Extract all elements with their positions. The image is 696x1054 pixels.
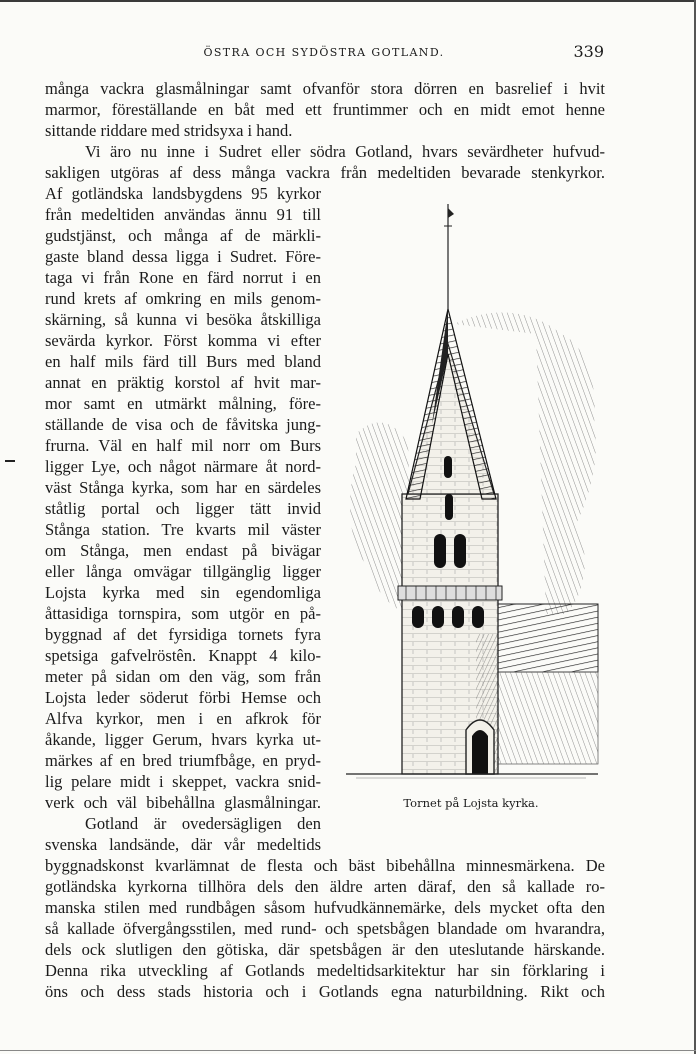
gable-window (444, 456, 452, 478)
text-line: gaste bland dessa ligga i Sudret. Före- (45, 247, 321, 266)
arcade-opening (412, 606, 424, 628)
text-line: spetsiga gafvelröstên. Knappt 4 kilo- (45, 646, 321, 665)
text-line: annat en präktig korstol af hvit mar- (45, 373, 321, 392)
weather-vane-icon (448, 208, 454, 218)
text-line: gotländska kyrkorna tillhöra dels den äldre arten däraf, den så kallade ro- (45, 877, 605, 896)
text-line: Af gotländska landsbygdens 95 kyrkor (45, 184, 321, 203)
text-line: ställande de visa och de fåvitska jung- (45, 415, 321, 434)
text-line: dels ock slutligen den götiska, där spetsbågen är den uteslutande härskande. (45, 940, 605, 959)
bottom-edge (0, 1050, 696, 1051)
text-line: Vi äro nu inne i Sudret eller södra Gotland, hvars sevärdheter hufvud- (85, 142, 605, 161)
text-line: Alfva kyrkor, men i en afkrok för (45, 709, 321, 728)
text-line: lig pelare midt i skeppet, vackra snid- (45, 772, 321, 791)
text-line: meter på sidan om den väg, som från (45, 667, 321, 686)
arcade-opening (432, 606, 444, 628)
text-line: marmor, föreställande en båt med ett fruntimmer och en midt emot henne (45, 100, 605, 119)
belfry-window (434, 534, 446, 568)
belfry-window (454, 534, 466, 568)
text-line: många vackra glasmålningar samt ofvanför stora dörren en basrelief i hvit (45, 79, 605, 98)
text-line: taga vi från Rone en färd norrut i en (45, 268, 321, 287)
text-line: eller långa omvägar tillgänglig ligger (45, 562, 321, 581)
text-line: manska stilen med rundbågen såsom hufvudkännemärke, dels mycket ofta den (45, 898, 605, 917)
text-line: Stånga station. Tre kvarts mil väster (45, 520, 321, 539)
text-line: sakligen utgöras af dess många vackra från medeltiden bevarade stenkyrkor. (45, 163, 605, 182)
text-line: åttasidiga tornspira, som utgör en på- (45, 604, 321, 623)
text-line: gudstjänst, och många af de märkli- (45, 226, 321, 245)
text-line: så kallade öfvergångsstilen, med rund- och spetsbågen blandade om hvarandra, (45, 919, 605, 938)
text-line: byggnadskonst kvarlämnat de flesta och bäst bibehållna minnesmärkena. De (45, 856, 605, 875)
running-title: ÖSTRA OCH SYDÖSTRA GOTLAND. (203, 46, 445, 59)
text-line: Lojsta leder söderut förbi Hemse och (45, 688, 321, 707)
text-line: skärning, så kunna vi besöka åtskilliga (45, 310, 321, 329)
nave-wall (498, 672, 598, 764)
page-number: 339 (573, 42, 604, 61)
arcade-opening (452, 606, 464, 628)
church-tower-illustration (336, 194, 606, 794)
margin-mark (5, 460, 15, 462)
text-line: Denna rika utveckling af Gotlands medeltidsarkitektur har sin förklaring i (45, 961, 605, 980)
text-line: Gotland är ovedersägligen den (85, 814, 321, 833)
text-line: ligger Lye, och något närmare åt nord- (45, 457, 321, 476)
text-line: sevärda kyrkor. Först komma vi efter (45, 331, 321, 350)
nave-roof (498, 604, 598, 672)
text-line: sittande riddare med stridsyxa i hand. (45, 121, 293, 140)
text-line: byggnad af det fyrsidiga tornets fyra (45, 625, 321, 644)
portal-door (472, 730, 488, 774)
text-line: rund krets af omkring en mils genom- (45, 289, 321, 308)
text-line: om Stånga, men endast på bivägar (45, 541, 321, 560)
text-line: väst Stånga kyrka, som har en särdeles (45, 478, 321, 497)
text-line: verk och väl bibehållna glasmålningar. (45, 793, 321, 812)
gable-window (445, 494, 453, 520)
text-line: svenska landsände, där vår medeltids (45, 835, 321, 854)
text-line: märkes af en bred triumfbåge, en pryd- (45, 751, 321, 770)
text-line: frurna. Väl en half mil norr om Burs (45, 436, 321, 455)
arcade-opening (472, 606, 484, 628)
text-line: en half mils färd till Burs med bland (45, 352, 321, 371)
text-line: åkande, ligger Gerum, hvars kyrka ut- (45, 730, 321, 749)
text-line: öns och dess stads historia och i Gotlands egna naturbildning. Rikt och (45, 982, 605, 1001)
text-line: ståtlig portal och ligger tätt invid (45, 499, 321, 518)
top-rule (0, 0, 696, 2)
text-line: från medeltiden användas ännu 91 till (45, 205, 321, 224)
text-line: mor samt en utmärkt målning, före- (45, 394, 321, 413)
figure-caption: Tornet på Lojsta kyrka. (403, 796, 539, 810)
page-header (44, 40, 604, 64)
text-line: Lojsta kyrka med sin egendomliga (45, 583, 321, 602)
